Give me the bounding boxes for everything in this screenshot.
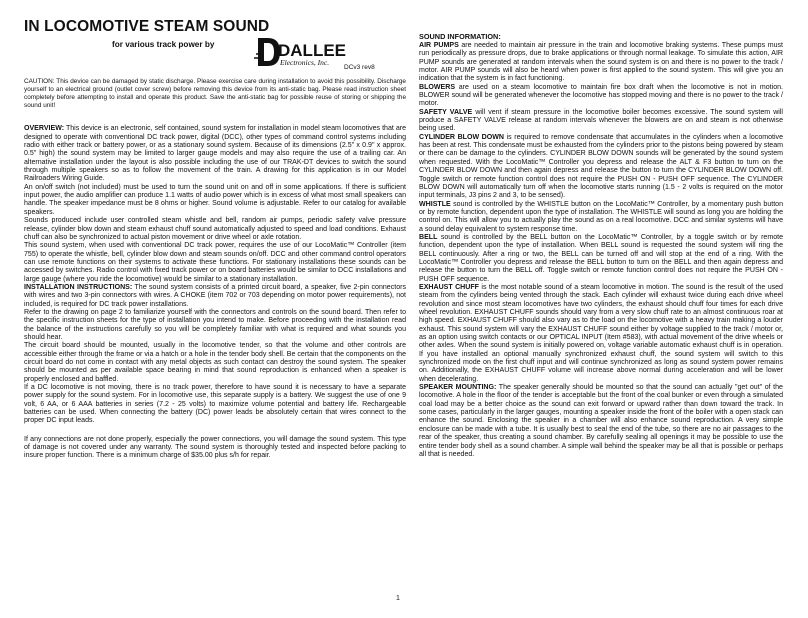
exhaust-chuff-text: is the most notable sound of a steam locomotive in motion. The sound is the result of the used steam from the cylinders being vented through the stack. Each cylinder will exhaust twice during each drive wheel revolution and since most steam locomotives have two cylinders, the exhaust should chuff four times for each drive wheel revolution. EXHAUST CHUFF sounds should vary from a very slow chuff rate to an almost continuous roar at high speed. EXHAUST CHUFF should also vary as to the load on the locomotive with a heavy train making a louder exhaust. This sound system will vary the EXHAUST CHUFF sound either by voltage supplied to the track / motor or, as an option using switch contacts or our OPTICAL INPUT (Item #583), with actual movement of the drive wheels or other axles. When the sound system is initially powered on, voltage variable automatic exhaust chuff is in operation. If you have installed an optional manually synchronized exhaust chuff, the sound system will switch to this synchronized mode on the first chuff input and will continue synchronized as long as sound system power remains on. Additionally, the EXHAUST CHUFF volume will increase above normal during acceleration and will be lower when decelerating. xyxy=(419,283,783,383)
blowers-heading: BLOWERS xyxy=(419,83,456,91)
air-pumps-para xyxy=(419,42,783,84)
bell-text: sound is controlled by the BELL button on the LocoMatic™ Controller, by a toggle switch or by remote function, dependent upon the type of installation. When BELL sound is requested the sound system will ring the BELL continuously. After a ring or two, the BELL can be turned off and will stop at the end of a ring. With the LocoMatic™ Controller you depress and release the BELL button to turn on the BELL and then again depress and release the button to turn the BELL off. Toggle switch or remote function control does not require the PUSH ON - PUSH OFF sequence. xyxy=(419,233,783,283)
exhaust-chuff-heading: EXHAUST CHUFF xyxy=(419,283,479,291)
subtitle-row xyxy=(24,36,406,76)
logo-subtext: Electronics, Inc. xyxy=(280,58,330,67)
blowers-text: are used on a steam locomotive to maintain fire box draft when the locomotive is not in motion. BLOWER sound will be generated whenever the locomotive has stopped moving and there is no power to the track / motor. xyxy=(419,83,783,108)
install-para-1 xyxy=(24,284,406,309)
caution-notice: CAUTION: This device can be damaged by static discharge. Please exercise care during installation to avoid this possibility. Discharge yourself to an electrical ground (outlet cover screw) before removing this device from its anti-static bag. Please read instruction sheet completely before attempting to install and operate this product. Save the anti-static bag for possible reuse of storing or shipping the sound unit! xyxy=(24,78,406,110)
safety-valve-text: will vent if steam pressure in the locomotive boiler becomes excessive. The sound system will produce a SAFETY VALVE release at random intervals whenever the blowers are on and steam is not otherwise being used. xyxy=(419,108,783,133)
safety-valve-para xyxy=(419,109,783,134)
overview-para-4: This sound system, when used with conventional DC track power, requires the use of our LocoMatic™ Controller (item 755) to operate the whistle, bell, cylinder blow down and steam sounds on/off. DCC and other command control operators can use remote functions on their systems to activate these functions. For stationary installations these sounds can be accessed by switches. Radio control with fixed track power or on board batteries would be similar to DCC installations and large gauge (where you ride the locomotive) would be similar to a stationary installation. xyxy=(24,242,406,283)
install-para-3: The circuit board should be mounted, usually in the locomotive tender, so that the volume and other controls are accessible either through the frame or via a hatch or a hole in the tender body shell. Be certain that the components on the circuit board do not come in contact with any metal objects as such contact can destroy the sound system. The speaker should be mounted as per available space bearing in mind that sound reproduction is enhanced when a speaker is properly enclosed and baffled. xyxy=(24,342,406,383)
air-pumps-heading: AIR PUMPS xyxy=(419,42,459,49)
overview-para-2: An on/off switch (not included) must be used to turn the sound unit on and off in some applications. If there is sufficient input power, the audio amplifier can produce 1.1 watts of audio power which is in excess of what most small speakers can handle. The speaker impedance must be 8 ohms or higher. Sound volume is adjustable. Refer to our catalog for available speakers. xyxy=(24,183,406,216)
page-title: IN LOCOMOTIVE STEAM SOUND xyxy=(24,18,270,35)
install-heading: INSTALLATION INSTRUCTIONS: xyxy=(24,283,133,291)
blowers-para xyxy=(419,84,783,109)
right-column xyxy=(419,32,783,459)
bell-para xyxy=(419,234,783,284)
overview-para-3: Sounds produced include user controlled steam whistle and bell, random air pumps, periodic safety valve pressure release, cylinder blow down and steam exhaust chuff sound automatically adjusted to speed and load conditions. Exhaust chuff can also be synchronized to actual piston movement or drive wheel or axle rotation. xyxy=(24,217,406,241)
speaker-mounting-heading: SPEAKER MOUNTING: xyxy=(419,384,497,392)
warranty-para: If any connections are not done properly, especially the power connections, you will damage the sound system. This type of damage is not covered under any warranty. The sound system is thoroughly tested and inspected before packing to insure proper function. There is a minimum charge of $35.00 plus s/h for repair. xyxy=(24,435,406,460)
logo-wordmark: DALLEE xyxy=(278,41,346,60)
safety-valve-heading: SAFETY VALVE xyxy=(419,108,473,116)
whistle-heading: WHISTLE xyxy=(419,200,451,208)
speaker-mounting-text: The speaker generally should be mounted so that the sound can actually "get out" of the locomotive. A hole in the floor of the tender is acceptable but the front of the coal bunker or even through a simulated coal load may be a better choice as the sound can exit forward or upward rather than down toward the track. In some cases, particularly in the larger gauges, mounting a speaker inside the front of the boiler with a open stack can enhance the sound. Enclosing the speaker in a chamber will also enhance sound reproduction. A very simple enclosure can be made with a tube. It is usually best to seal the end of the tube, so there are no air passages to the rear of the speaker, thus creating a sound chamber. By carefully sealing all openings it may be possible to use the entire tender body shell as a sound chamber. A simple wall behind the speaker may be all that is possible or perhaps all that is needed. xyxy=(419,384,783,458)
whistle-text: sound is controlled by the WHISTLE button on the LocoMatic™ Controller, by a momentary push button or by remote function, dependent upon the type of installation. The WHISTLE will sound as long you are holding the control on. This will allow you to actually play the sound as on a real locomotive. DCC and similar systems will have a sound delay equivalent to system response time. xyxy=(419,200,783,233)
page-number: 1 xyxy=(396,595,400,602)
overview-heading: OVERVIEW: xyxy=(24,125,65,133)
install-para-4: If a DC locomotive is not moving, there is no track power, therefore to have sound it is necessary to have a separate power supply for the sound system. For in locomotive use, this separate supply is a battery. We suggest the use of one 9 volt, 6 AA, or 6 AAA batteries in series (7.2 - 25 volts) to maximize volume potential and battery life. Rechargeable batteries can be used. When connecting the battery (DC) power leads be absolutely certain that wires connect to the proper DC input leads. xyxy=(24,384,406,425)
exhaust-chuff-para xyxy=(419,284,783,384)
overview-text: This device is an electronic, self contained, sound system for installation in model steam locomotives that are designed to operate with conventional DC track power, digital (DCC), other types of command control systems including radio with either track or battery power, or as a stationary sound system. Because of its dimensions (2.5" x 0.9" x approx. 0.5" high) the sound system may be limited to larger gauge models and may also require the use of a trailing car. An alternative installation under the layout is also possible including the use of our TRAK-DT devices to switch the sound through multiple speakers so as to follow the movement of the train. A drawing for this application is in our Model Railroaders Wiring Guide. xyxy=(24,125,406,183)
dallee-logo-mark xyxy=(254,38,280,66)
install-text: The sound system consists of a printed circuit board, a speaker, five 2-pin connectors with wires and two 3-pin connectors with wires. A CHOKE (item 702 or 703 depending on motor power requirements), not included, is required for DC track power installations. xyxy=(24,283,407,308)
overview-para-1 xyxy=(24,125,406,183)
whistle-para xyxy=(419,201,783,234)
bell-heading: BELL xyxy=(419,233,438,241)
revision-code: DCv3 rev8 xyxy=(344,64,375,71)
speaker-mounting-para xyxy=(419,384,783,459)
cylinder-blow-down-heading: CYLINDER BLOW DOWN xyxy=(419,133,504,141)
install-para-2: Refer to the drawing on page 2 to familiarize yourself with the connectors and controls on the sound board. Then refer to the specific instruction sheets for the type of installation you intend to make. Before proceeding with the installation read the balance of the instructions carefully so you will be completely familiar with what is required and what sounds you should hear. xyxy=(24,308,406,341)
cylinder-blow-down-text: is required to remove condensate that accumulates in the cylinders when a locomotive has been at rest. This condensate must be exhausted from the cylinders prior to the pistons being powered by steam or there can be damage to the cylinders. CYLINDER BLOW DOWN sounds will be generated by the sound system when requested. With the LocoMatic™ Controller you depress and release the ALT & F3 button to turn on the CYLINDER BLOW DOWN and then again depress and release the button to turn the CYLINDER BLOW DOWN off. Toggle switch or remote function control does not require the PUSH ON - PUSH OFF sequence. The CYLINDER BLOW DOWN will automatically turn off when the locomotive starts running (1.5 - 2 volts is required on the motor input terminals, J3 pins 2 and 3, to be sensed). xyxy=(419,133,783,200)
spacer xyxy=(24,426,406,436)
subtitle: for various track power by xyxy=(112,40,215,49)
sound-info-heading: SOUND INFORMATION: xyxy=(419,32,501,41)
left-column xyxy=(24,18,406,461)
spacer xyxy=(24,110,406,125)
air-pumps-text: are needed to maintain air pressure in the train and locomotive braking systems. These pumps must run periodically as pressure drops, due to brake applications or through normal leakage. To simulate this action, AIR PUMP sounds are generated at random intervals when the sound system is on and there is no power to the track / motor. AIR PUMP sounds will also be heard when power is first applied to the sound system. This will give you an indication that the system is in fact functioning. xyxy=(419,42,783,83)
cylinder-blow-down-para xyxy=(419,134,783,201)
